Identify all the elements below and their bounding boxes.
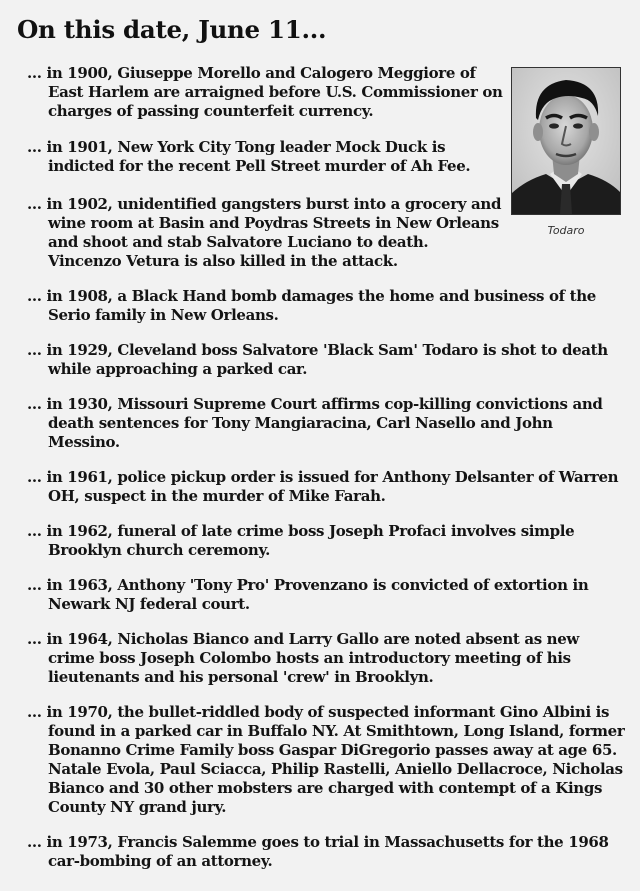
list-item: ... in 1908, a Black Hand bomb damages the home and business of the Serio family in New Orleans. [27, 287, 596, 324]
list-item: ... in 1901, New York City Tong leader Mock Duck is indicted for the recent Pell Street murder of Ah Fee. [27, 138, 471, 175]
page-title: On this date, June 11... [17, 15, 327, 44]
date-entries-list [27, 64, 627, 887]
list-item: ... in 1902, unidentified gangsters burst into a grocery and wine room at Basin and Poydras Streets in New Orleans and shoot and stab Salvatore Luciano to death. Vincenzo Vetura is also killed in the attack. [27, 195, 502, 270]
list-item: ... in 1930, Missouri Supreme Court affirms cop-killing convictions and death sentences for Tony Mangiaracina, Carl Nasello and John Messino. [27, 395, 603, 451]
list-item: ... in 1970, the bullet-riddled body of suspected informant Gino Albini is found in a parked car in Buffalo NY. At Smithtown, Long Island, former Bonanno Crime Family boss Gaspar DiGregorio passes away at age 65. Natale Evola, Paul Sciacca, Philip Rastelli, Aniello Dellacroce, Nicholas Bianco and 30 other mobsters are charged with contempt of a Kings County NY grand jury. [27, 703, 625, 816]
list-item: ... in 1964, Nicholas Bianco and Larry Gallo are noted absent as new crime boss Joseph Colombo hosts an introductory meeting of his lieutenants and his personal 'crew' in Brooklyn. [27, 630, 579, 686]
list-item: ... in 1973, Francis Salemme goes to trial in Massachusetts for the 1968 car-bombing of an attorney. [27, 833, 609, 870]
list-item: ... in 1900, Giuseppe Morello and Calogero Meggiore of East Harlem are arraigned before U.S. Commissioner on charges of passing counterfeit currency. [27, 64, 503, 120]
list-item: ... in 1962, funeral of late crime boss Joseph Profaci involves simple Brooklyn church ceremony. [27, 522, 575, 559]
list-item: ... in 1929, Cleveland boss Salvatore 'Black Sam' Todaro is shot to death while approaching a parked car. [27, 341, 608, 378]
list-item: ... in 1961, police pickup order is issued for Anthony Delsanter of Warren OH, suspect in the murder of Mike Farah. [27, 468, 619, 505]
list-item: ... in 1963, Anthony 'Tony Pro' Provenzano is convicted of extortion in Newark NJ federal court. [27, 576, 589, 613]
photo-caption: Todaro [547, 224, 585, 237]
